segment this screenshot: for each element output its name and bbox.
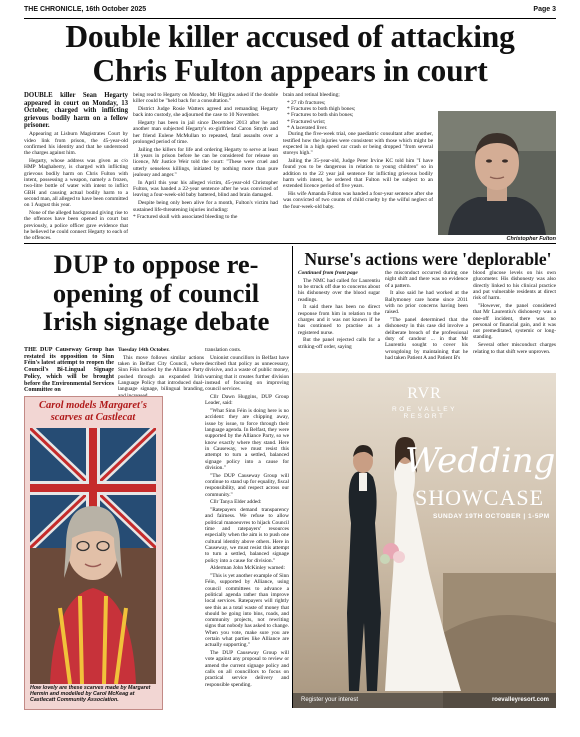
sidebar-caption: How lovely are these scarves made by Margaret Hermin and modelled by Carol McKeag at Castlecatt Community Association. xyxy=(30,685,151,703)
story1-column-3 xyxy=(283,92,433,240)
story1-paragraph: brain and retinal bleeding; xyxy=(283,92,340,98)
story3-paragraph: The NMC had called for Laurentiu to be struck off due to concerns about his dishonesty over the blood sugar readings. xyxy=(298,277,380,303)
ad-title: SHOWCASE xyxy=(415,485,545,510)
story2-paragraph: Alderman John McKinley warned: xyxy=(210,565,286,572)
story2-headline: DUP to oppose re-opening of council Irish signage debate xyxy=(42,249,270,336)
masthead xyxy=(24,6,556,16)
story1-paragraph: being read to Hegarty on Monday, Mr Higgins asked if the double killer could be "held back for a consultation." xyxy=(133,92,278,105)
carol-photo xyxy=(30,428,156,684)
resort-website-link[interactable]: roevalleyresort.com xyxy=(491,697,549,703)
photo-caption: Christopher Fulton xyxy=(506,236,556,242)
story1-column-1 xyxy=(24,92,128,240)
story1-headline xyxy=(24,20,556,88)
story1-paragraph: District Judge Rosie Watters agreed and remanding Hegarty back into custody, she adjourned the case to 10 November. xyxy=(133,106,278,119)
sidebar-title xyxy=(28,400,158,423)
story2-column-3 xyxy=(205,347,289,709)
christopher-fulton-photo xyxy=(438,111,556,235)
paper-dateline: THE CHRONICLE, 16th October 2025 xyxy=(24,6,147,13)
list-item: * 27 rib fractures; xyxy=(287,99,326,106)
story1-paragraph: Jailing the killers for life and ordering Hegarty to serve at least 18 years in prison before he can be considered for release on licence, Mr Justice Weir told the court: "These were cruel and utterly senseless killings, initiated by nothing more than pure jealousy and anger." xyxy=(133,146,278,179)
ad-background-illustration xyxy=(293,373,556,708)
story1-column-2 xyxy=(133,92,278,240)
list-item: * Fractured wrist; xyxy=(287,118,326,125)
story1-headline-line1: Double killer accused of attacking xyxy=(65,19,515,54)
story3-paragraph: But the panel rejected calls for a striking-off order, saying xyxy=(298,337,380,350)
story2-paragraph: Unionist councillors in Belfast have described that policy as unnecessary, divisive, and a waste of public money, warning that it creates further division instead of focusing on improving council services. xyxy=(205,354,289,393)
story3-paragraph: It also said he had worked at the Ballymoney care home since 2011 with no prior concerns having been raised. xyxy=(385,290,468,316)
resort-logo xyxy=(293,385,556,420)
logo-mark: RVR xyxy=(407,385,442,402)
story1-paragraph: Appearing at Lisburn Magistrates Court by video link from prison, the 45-year-old confirmed his identity and that he understood the charges against him. xyxy=(24,131,128,157)
story1-paragraph: Hegarty, whose address was given as c/o HMP Maghaberry, is charged with inflicting grievous bodily harm on Chris Fulton with intent, possessing a weapon, namely a frozen, two-litre bottle of water with intent to inflict GBH and causing actual bodily harm to a second man, all alleged to have been committed on 1 August this year. xyxy=(24,158,128,209)
story2-date-line: Tuesday 14th October. xyxy=(118,347,170,353)
story1-paragraph: His wife Amanda Fulton was handed a four-year sentence after she was convicted of two counts of child cruelty by the wilful neglect of the four-week-old baby. xyxy=(283,190,433,210)
story1-paragraph: In April this year his alleged victim, 45-year-old Christopher Fulton, was handed a 22-year sentence after he was convicted of leaving a four-week-old baby battered, blind and brain damaged. xyxy=(133,179,278,199)
story3-paragraph: "However, the panel considered that Mr Laurentiu's dishonesty was a one-off incident, there was no personal or financial gain, and it was not premeditated, systemic or long-standing. xyxy=(473,302,556,341)
scarves-illustration xyxy=(30,428,156,684)
section-divider xyxy=(24,243,556,244)
list-item: * A lacerated liver. xyxy=(287,124,328,131)
story2-lead: THE DUP Causeway Group has restated its opposition to Sinn Féin's latest attempt to reopen the Council's Bi-Lingual Signage Policy, which will be brought before the Environmental Services Committee on xyxy=(24,347,114,394)
register-interest-link[interactable]: Register your interest xyxy=(301,697,359,703)
story2-paragraph: translation costs. xyxy=(205,347,242,353)
story1-bullet: * Fractured skull with associated bleeding to the xyxy=(133,214,238,221)
story1-headline-line2: Chris Fulton appears in court xyxy=(92,53,488,88)
logo-name-line2: RESORT xyxy=(403,413,446,420)
ad-script-word: Wedding xyxy=(405,441,556,481)
ad-date-line: SUNDAY 19TH OCTOBER | 1-5PM xyxy=(433,513,550,520)
story1-paragraph: During the five-week trial, one paediatric consultant after another, testified how the injuries were consistent with those which might be expected in a high speed car crash or being dropped "from several storeys high." xyxy=(283,131,433,157)
story3-paragraph: "The panel determined that the dishonesty in this case did involve a deliberate breach of the professional duty of candour ... in that Mr Laurentiu sought to cover his wrongdoing by maintaining that he had taken Patient A and Patient B's xyxy=(385,317,468,361)
story1-paragraph: Despite being only been alive for a month, Fulton's victim had sustained life-threatening injuries including: xyxy=(133,200,278,213)
story3-paragraph: blood glucose levels on his own glucometer. His dishonesty was also directly linked to his clinical practice and put vulnerable residents at direct risk of harm. xyxy=(473,270,556,302)
story1-paragraph: Jailing the 35-year-old, Judge Peter Irvine KC told him "I have found you to be dangerous in relation to young children" so in addition to the 22 year jail sentence for inflicting grievous bodily harm with intent, he ordered that Fulton will be subject to an extended licence period of five years. xyxy=(283,157,433,190)
story1-lead: DOUBLE killer Sean Hegarty appeared in court on Monday, 13 October, charged with inflicting grievous bodily harm on a fellow prisoner. xyxy=(24,92,128,130)
story2-paragraph: "Ratepayers demand transparency and fairness. We refuse to allow political manoeuvres to hijack Council time and ratepayers' resources especially when the aim is to push one cultural identity above others. Here in Causeway, we must resist this attempt to turn a settled, balanced signage policy into a cause for division." xyxy=(205,507,289,564)
story2-paragraph: The DUP Causeway Group will vote against any proposal to review or amend the current signage policy and calls on all councillors to focus on practical service delivery and responsible spending. xyxy=(205,650,289,688)
story2-paragraph: This move follows similar actions taken in Belfast City Council, where Sinn Féin backed by the Alliance Party pushed through an expanded Irish Language Policy that introduced dual-language signage, bilingual branding, xyxy=(118,354,204,393)
story3-headline: Nurse's actions were 'deplorable' xyxy=(304,249,552,269)
sidebar-title-line1: Carol models Margaret's xyxy=(39,400,147,411)
logo-name-line1: ROE VALLEY xyxy=(392,406,457,413)
story3-paragraph: Several other misconduct charges relating to that shift were unproven. xyxy=(473,342,556,355)
story2-paragraph: Cllr Tanya Elder added: xyxy=(210,499,262,506)
story2-paragraph: "What Sinn Féin is doing here is no accident: they are chipping away, issue by issue, to force through their language agenda. In Belfast, they were supported by the Alliance Party, so we know exactly where they stand. Here in Causeway, we must resist this attempt to turn a settled, balanced signage policy into a cause for division." xyxy=(205,408,289,471)
story1-paragraph: None of the alleged background giving rise to the offences have been opened in court but previously, a police officer gave evidence that he believed he could connect Hegarty to each of the offences. xyxy=(24,210,128,240)
story3-paragraph: It said there has been no direct response from him in relation to the charges and it was not known if he has continued to practise as a registered nurse. xyxy=(298,304,380,336)
story2-paragraph: Cllr Dawn Huggins, DUP Group Leader, said: xyxy=(205,394,289,407)
sidebar-title-line2: scarves at Castlecat xyxy=(50,411,136,423)
story1-paragraph: Hegarty has been in jail since December 2013 after he and another man subjected Hegarty's ex-girlfriend Caron Smyth and her friend Eulene McMullan to repeated, fatal assaults over a prolonged period of time. xyxy=(133,120,278,146)
story3-column-1 xyxy=(298,270,380,370)
injury-list xyxy=(283,100,433,131)
story3-column-2 xyxy=(385,270,468,370)
list-item: * Fractures to both shin bones; xyxy=(287,112,354,119)
story2-paragraph: "The DUP Causeway Group will continue to stand up for equality, fiscal responsibility, and respect across our community." xyxy=(205,472,289,498)
wedding-showcase-ad[interactable] xyxy=(293,373,556,708)
story2-column-1 xyxy=(24,347,114,395)
story3-column-3 xyxy=(473,270,556,370)
story2-paragraph: "This is yet another example of Sinn Féin, supported by Alliance, using council committees to advance a political agenda rather than improve local services. Ratepayers will rightly see this as a total waste of money that should be going into bins, roads, and community projects, not rewriting signs that nobody has asked to change. When you vote, make sure you are certain what parties like Alliance are actually supporting." xyxy=(205,573,289,649)
continued-kicker: Continued from front page xyxy=(298,270,358,276)
list-item: * Fractures to both thigh bones; xyxy=(287,106,356,113)
portrait-illustration xyxy=(438,111,556,235)
page-number: Page 3 xyxy=(533,6,556,13)
story3-paragraph: the misconduct occurred during one night shift and there was no evidence of a pattern. xyxy=(385,270,468,289)
